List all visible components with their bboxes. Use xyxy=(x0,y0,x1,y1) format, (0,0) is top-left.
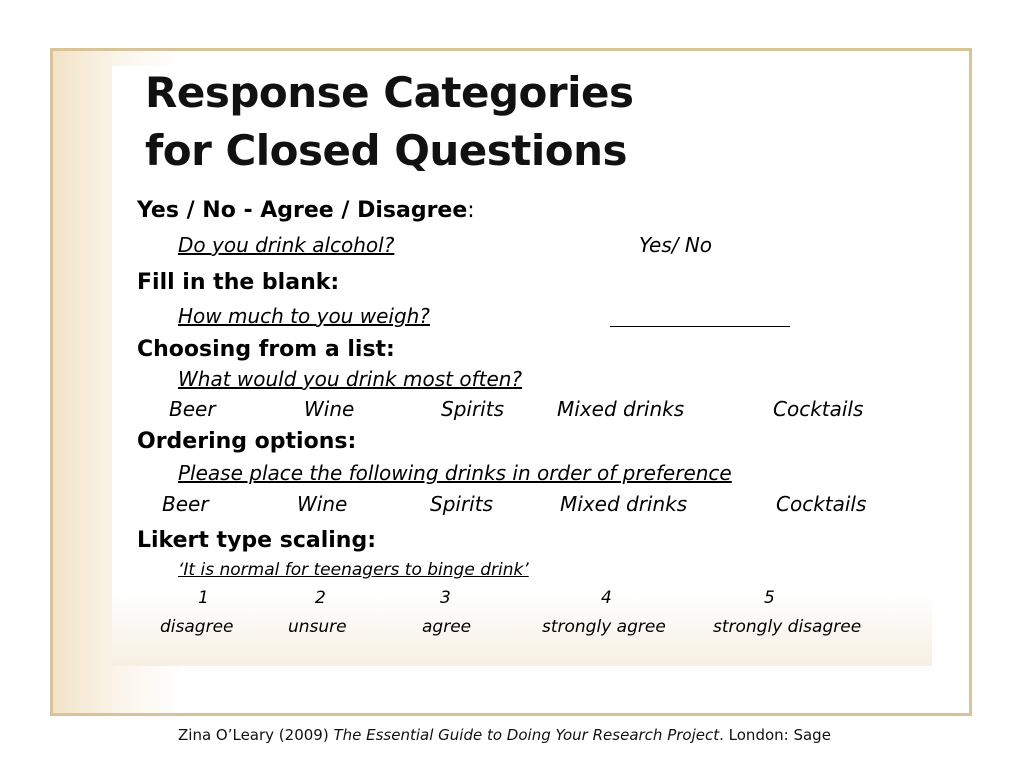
order-option: Beer xyxy=(162,492,209,516)
likert-number: 2 xyxy=(315,588,326,608)
likert-statement: ‘It is normal for teenagers to binge drink’ xyxy=(178,560,529,580)
yes-no-question: Do you drink alcohol? xyxy=(178,233,395,257)
section-heading-fill-blank: Fill in the blank: xyxy=(137,270,340,295)
likert-number: 4 xyxy=(601,588,612,608)
section-heading-choosing-list: Choosing from a list: xyxy=(137,337,395,362)
list-option: Cocktails xyxy=(773,397,864,421)
order-option: Spirits xyxy=(430,492,493,516)
section-heading-ordering: Ordering options: xyxy=(137,429,357,454)
title-line-1: Response Categories xyxy=(145,68,634,117)
slide-title xyxy=(145,64,634,180)
likert-number: 5 xyxy=(764,588,775,608)
choosing-list-question: What would you drink most often? xyxy=(178,367,523,391)
likert-label: disagree xyxy=(160,617,234,637)
likert-label: agree xyxy=(422,617,472,637)
fill-blank-question: How much to you weigh? xyxy=(178,304,430,328)
ordering-question: Please place the following drinks in order of preference xyxy=(178,461,732,485)
order-option: Wine xyxy=(297,492,348,516)
order-option: Cocktails xyxy=(776,492,867,516)
yes-no-heading-colon: : xyxy=(467,198,475,223)
citation-book-title: The Essential Guide to Doing Your Research Project xyxy=(333,726,720,744)
section-heading-likert: Likert type scaling: xyxy=(137,528,377,553)
likert-number: 1 xyxy=(198,588,209,608)
section-heading-yes-no xyxy=(137,198,475,223)
yes-no-heading-text: Yes / No - Agree / Disagree xyxy=(137,198,468,223)
citation xyxy=(178,726,831,744)
order-option: Mixed drinks xyxy=(560,492,688,516)
answer-blank-line xyxy=(610,326,790,327)
likert-label: unsure xyxy=(288,617,347,637)
list-option: Beer xyxy=(169,397,216,421)
yes-no-answer: Yes/ No xyxy=(639,233,713,257)
likert-number: 3 xyxy=(440,588,451,608)
list-option: Wine xyxy=(304,397,355,421)
citation-prefix: Zina O’Leary (2009) xyxy=(178,726,334,744)
title-line-2: for Closed Questions xyxy=(145,126,628,175)
likert-label: strongly agree xyxy=(542,617,666,637)
likert-label: strongly disagree xyxy=(713,617,862,637)
list-option: Spirits xyxy=(441,397,504,421)
list-option: Mixed drinks xyxy=(557,397,685,421)
citation-suffix: . London: Sage xyxy=(719,726,831,744)
